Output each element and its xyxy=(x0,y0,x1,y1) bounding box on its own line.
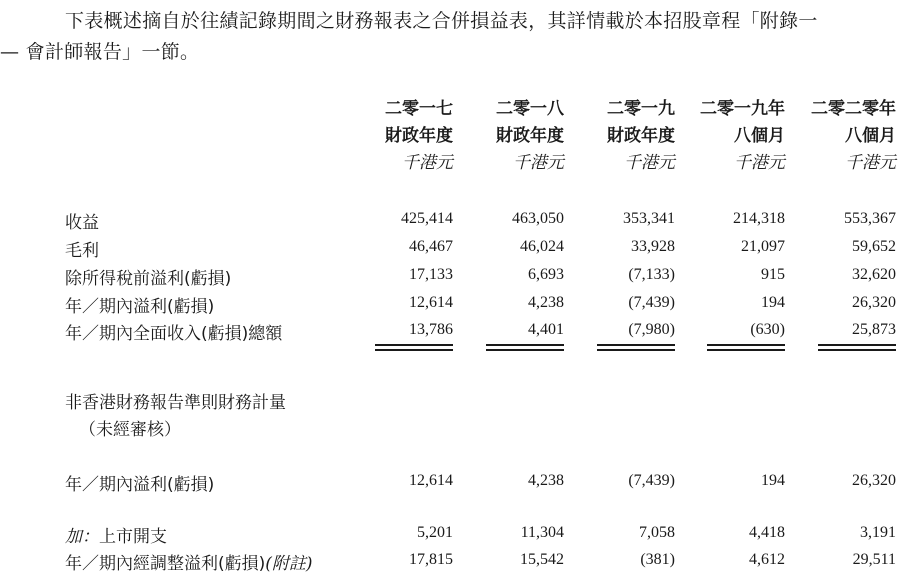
cell-value: 4,401 xyxy=(528,321,564,338)
column-header-line1: 二零一九 xyxy=(607,99,675,119)
double-underline xyxy=(707,344,785,351)
cell-value: 463,050 xyxy=(512,210,564,227)
column-header-unit: 千港元 xyxy=(513,153,564,173)
row-label-revenue: 收益 xyxy=(65,213,99,233)
cell-value: 353,341 xyxy=(623,210,675,227)
intro-line-1: 下表概述摘自於往績記錄期間之財務報表之合併損益表，其詳情載於本招股章程「附錄一 xyxy=(65,10,818,32)
cell-value: 425,414 xyxy=(401,210,453,227)
cell-value: (381) xyxy=(640,551,675,568)
cell-value: 194 xyxy=(761,294,785,311)
cell-value: 25,873 xyxy=(852,321,896,338)
column-header-line2: 財政年度 xyxy=(496,126,564,146)
double-underline xyxy=(375,344,453,351)
cell-value: 13,786 xyxy=(409,321,453,338)
cell-value: 5,201 xyxy=(417,524,453,541)
cell-value: 12,614 xyxy=(409,472,453,489)
row-label-profit-for-period: 年／期內溢利(虧損) xyxy=(65,475,215,495)
cell-value: 59,652 xyxy=(852,238,896,255)
cell-value: (7,980) xyxy=(628,321,675,338)
intro-line-2: — 會計師報告」一節。 xyxy=(0,41,200,63)
column-header-unit: 千港元 xyxy=(845,153,896,173)
cell-value: 4,238 xyxy=(528,472,564,489)
cell-value: 11,304 xyxy=(520,524,564,541)
row-label-total-comprehensive-income: 年／期內全面收入(虧損)總額 xyxy=(65,324,283,344)
column-header-line1: 二零二零年 xyxy=(811,99,896,119)
label-text: 年／期內經調整溢利(虧損) xyxy=(65,554,266,574)
label-prefix-add: 加： xyxy=(65,527,99,547)
cell-value: 915 xyxy=(761,266,785,283)
row-label-listing-expenses xyxy=(65,522,167,547)
cell-value: 32,620 xyxy=(852,266,896,283)
cell-value: 17,133 xyxy=(409,266,453,283)
double-underline xyxy=(818,344,896,351)
label-suffix-note: (附註) xyxy=(265,554,313,574)
row-label-profit-before-tax: 除所得稅前溢利(虧損) xyxy=(65,269,232,289)
cell-value: 3,191 xyxy=(860,524,896,541)
cell-value: 6,693 xyxy=(528,266,564,283)
cell-value: (7,439) xyxy=(628,294,675,311)
cell-value: 26,320 xyxy=(852,472,896,489)
double-underline xyxy=(597,344,675,351)
column-header-unit: 千港元 xyxy=(402,153,453,173)
cell-value: 29,511 xyxy=(852,551,896,568)
column-header-unit: 千港元 xyxy=(734,153,785,173)
column-header-unit: 千港元 xyxy=(624,153,675,173)
column-header-2019-8m xyxy=(665,96,785,177)
cell-value: 26,320 xyxy=(852,294,896,311)
cell-value: 17,815 xyxy=(409,551,453,568)
cell-value: 12,614 xyxy=(409,294,453,311)
row-label-profit-for-period: 年／期內溢利(虧損) xyxy=(65,297,215,317)
column-header-2019 xyxy=(555,96,675,177)
row-label-adjusted-profit xyxy=(65,549,313,574)
cell-value: 4,238 xyxy=(528,294,564,311)
column-header-2020-8m xyxy=(776,96,896,177)
column-header-line2: 八個月 xyxy=(845,126,896,146)
cell-value: (630) xyxy=(750,321,785,338)
column-header-line1: 二零一八 xyxy=(496,99,564,119)
intro-paragraph xyxy=(0,6,905,68)
cell-value: 4,418 xyxy=(749,524,785,541)
column-header-line2: 財政年度 xyxy=(607,126,675,146)
cell-value: 194 xyxy=(761,472,785,489)
cell-value: 214,318 xyxy=(733,210,785,227)
label-text: 上市開支 xyxy=(99,527,167,547)
cell-value: 46,467 xyxy=(409,238,453,255)
cell-value: 33,928 xyxy=(631,238,675,255)
column-header-2018 xyxy=(444,96,564,177)
cell-value: 46,024 xyxy=(520,238,564,255)
row-label-gross-profit: 毛利 xyxy=(65,241,99,261)
cell-value: 15,542 xyxy=(520,551,564,568)
column-header-line1: 二零一七 xyxy=(385,99,453,119)
cell-value: (7,133) xyxy=(628,266,675,283)
column-header-2017 xyxy=(333,96,453,177)
cell-value: 21,097 xyxy=(741,238,785,255)
double-underline xyxy=(486,344,564,351)
cell-value: (7,439) xyxy=(628,472,675,489)
cell-value: 4,612 xyxy=(749,551,785,568)
section-subtitle-unaudited: （未經審核） xyxy=(79,420,181,440)
column-header-line1: 二零一九年 xyxy=(700,99,785,119)
column-header-line2: 八個月 xyxy=(734,126,785,146)
cell-value: 553,367 xyxy=(844,210,896,227)
cell-value: 7,058 xyxy=(639,524,675,541)
column-header-line2: 財政年度 xyxy=(385,126,453,146)
section-title-non-hkfrs: 非香港財務報告準則財務計量 xyxy=(65,393,286,413)
